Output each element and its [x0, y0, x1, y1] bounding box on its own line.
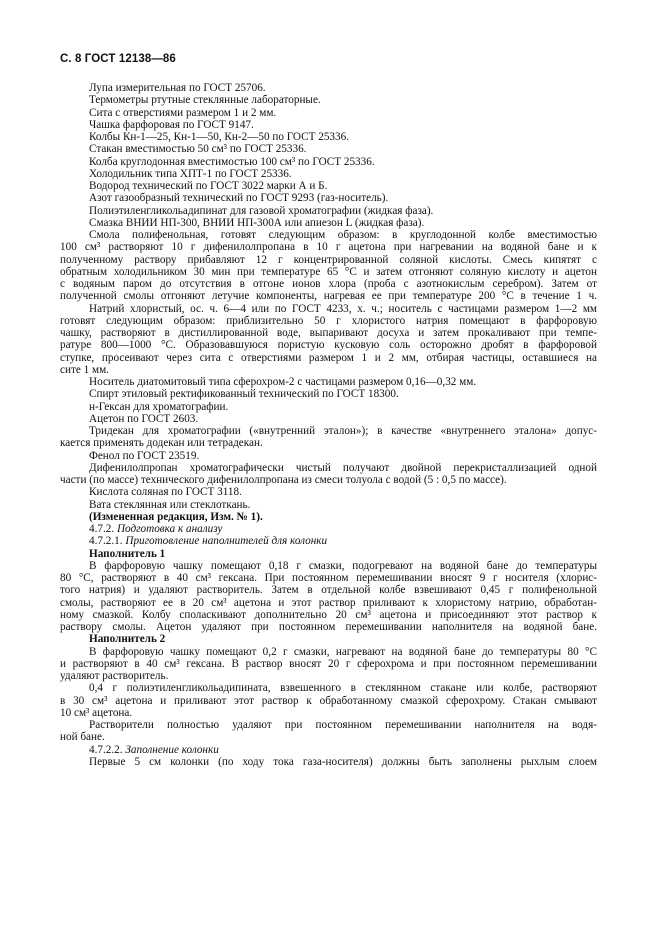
text-line: Азот газообразный технический по ГОСТ 9293 (газ-носитель).	[89, 192, 389, 205]
text-line: Первые 5 см колонки (по ходу тока газа-носителя) должны быть заполнены рыхлым слоем	[89, 755, 597, 768]
text-line: В фарфоровую чашку помещают 0,18 г смазки, подогревают на водяной бане до температуры	[89, 559, 597, 572]
text-line: ратуре 800—1000 °С. Образовавшуюся пористую кусковую соль осторожно дробят в фарфоровой	[60, 339, 597, 352]
text-line: Холодильник типа ХПТ-1 по ГОСТ 25336.	[89, 167, 292, 180]
text-line: н-Гексан для хроматографии.	[89, 400, 229, 413]
text-line: Сита с отверстиями размером 1 и 2 мм.	[89, 106, 277, 119]
page-header: С. 8 ГОСТ 12138—86	[60, 53, 176, 65]
text-line: Колба круглодонная вместимостью 100 см³ по ГОСТ 25336.	[89, 155, 375, 168]
text-line: смолы, растворяют ее в 20 см³ ацетона и этот раствор приливают к хлористому натрию, обработан-	[60, 596, 597, 609]
section-number: 4.7.2.2.	[89, 743, 126, 756]
text-line: Вата стеклянная или стеклоткань.	[89, 498, 251, 511]
section-number: 4.7.2.1.	[89, 535, 126, 548]
text-line: кается применять додекан или тетрадекан.	[60, 437, 263, 450]
text-line: Чашка фарфоровая по ГОСТ 9147.	[89, 118, 254, 131]
text-line: Полиэтиленгликольадипинат для газовой хроматографии (жидкая фаза).	[89, 204, 434, 217]
text-line: Дифенилолпропан хроматографически чистый получают двойной перекристаллизацией одной	[89, 461, 597, 474]
text-line: ной бане.	[60, 731, 105, 744]
section-title: Заполнение колонки	[125, 743, 219, 756]
text-line: полученной смолы отгоняют летучие компоненты, нагревая ее при температуре 200 °С в течение 1 ч.	[60, 290, 597, 303]
text-line: Кислота соляная по ГОСТ 3118.	[89, 486, 242, 499]
text-line: части (по массе) технического дифенилолпропана из смеси толуола с водой (5 : 0,5 по массе).	[60, 474, 507, 486]
text-line	[60, 744, 597, 756]
text-line: и растворяют в 40 см³ гексана. В раствор вносят 20 г сферохрома и при постоянном перемешивании	[60, 657, 597, 670]
text-line: удаляют растворитель.	[60, 670, 169, 682]
text-line	[60, 535, 597, 547]
text-line: чашку, растворяют в дистиллированной воде, выпаривают досуха и затем прокаливают при темпе-	[60, 327, 597, 339]
text-line: 10 см³ ацетона.	[60, 706, 133, 719]
text-line: Колбы Кн-1—25, Кн-1—50, Кн-2—50 по ГОСТ 25336.	[89, 131, 349, 143]
text-line: 0,4 г полиэтиленгликольадипината, взвешенного в стеклянном стакане или колбе, растворяют	[89, 682, 597, 695]
text-line: 100 см³ растворяют 10 г дифенилолпропана в 10 г ацетона при нагревании на водяной бане и к	[60, 241, 597, 254]
text-line: Наполнитель 2	[89, 633, 166, 646]
section-number: 4.7.2.	[89, 523, 117, 535]
text-line: Носитель диатомитовый типа сферохром-2 с частицами размером 0,16—0,32 мм.	[89, 376, 477, 388]
section-title: Приготовление наполнителей для колонки	[125, 535, 328, 548]
text-line: ступке, просеивают через сита с отверстиями размером 1 и 2 мм, отбирая частицы, оставшиеся на	[60, 351, 597, 364]
text-line: Водород технический по ГОСТ 3022 марки А и Б.	[89, 180, 328, 192]
text-line: Тридекан для хроматографии («внутренний эталон»); в качестве «внутреннего эталона» допус-	[89, 425, 597, 437]
text-line: Фенол по ГОСТ 23519.	[89, 449, 200, 462]
text-line: Спирт этиловый ректификованный технический по ГОСТ 18300.	[89, 388, 399, 401]
text-line: Смола полифенольная, готовят следующим образом: в круглодонной колбе вместимостью	[89, 229, 597, 241]
text-line: в 30 см³ ацетона и приливают этот раствор к обработанному смазкой сферохрому. Стакан смывают	[60, 694, 597, 707]
text-line: раствору смолы. Ацетон удаляют при постоянном перемешивании наполнителя на водяной бане.	[60, 621, 597, 633]
text-line: обратным холодильником 30 мин при температуре 65 °С и затем отгоняют соляную кислоту и ацетон	[60, 265, 597, 278]
text-line: Термометры ртутные стеклянные лабораторные.	[89, 94, 321, 107]
text-line: Смазка ВНИИ НП-300, ВНИИ НП-300А или апиезон L (жидкая фаза).	[89, 216, 425, 229]
text-line: с водяным паром до отсутствия в отгоне ионов хлора (проба с азотнокислым серебром). Затем от	[60, 278, 597, 290]
text-line: того натрия) и удаляют растворитель. Затем в отдельной колбе взвешивают 0,45 г полифенольной	[60, 584, 597, 597]
text-line: Стакан вместимостью 50 см³ по ГОСТ 25336.	[89, 143, 307, 156]
text-line: ному смазкой. Колбу споласкивают дополнительно 20 см³ ацетона и присоединяют этот раствор к	[60, 608, 597, 621]
text-line: Растворители полностью удаляют при постоянном перемешивании наполнителя на водя-	[89, 719, 597, 731]
text-line: сите 1 мм.	[60, 363, 109, 376]
document-body	[60, 82, 597, 768]
text-line: 80 °С, растворяют в 40 см³ гексана. При постоянном перемешивании вносят 9 г носителя (хлорис-	[60, 572, 597, 584]
text-line: В фарфоровую чашку помещают 0,2 г смазки, нагревают на водяной бане до температуры 80 °С	[89, 645, 597, 658]
text-line: полученному раствору прибавляют 12 г концентрированной соляной кислоты. Смесь кипятят с	[60, 253, 597, 266]
text-line: Наполнитель 1	[89, 547, 166, 560]
text-line: Натрий хлористый, ос. ч. 6—4 или по ГОСТ 4233, х. ч.; носитель с частицами размером 1—2 мм	[89, 302, 597, 315]
text-line: (Измененная редакция, Изм. № 1).	[89, 510, 263, 523]
text-line	[60, 523, 597, 535]
section-title: Подготовка к анализу	[116, 523, 223, 535]
text-line: Ацетон по ГОСТ 2603.	[89, 412, 199, 425]
text-line: Лупа измерительная по ГОСТ 25706.	[89, 82, 266, 94]
text-line: готовят следующим образом: приблизительно 50 г хлористого натрия помещают в фарфоровую	[60, 314, 597, 327]
